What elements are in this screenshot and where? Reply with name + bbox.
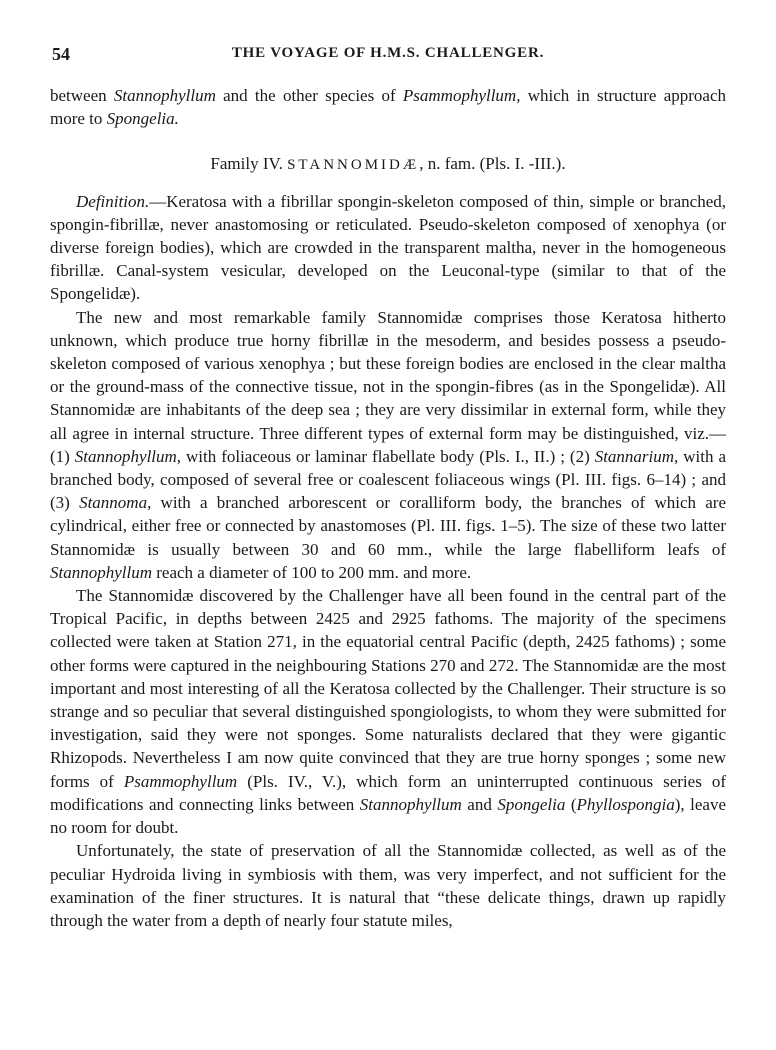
page-number: 54 <box>52 44 70 64</box>
text-run: reach a diameter of 100 to 200 mm. and more. <box>152 562 472 582</box>
text-run: ( <box>565 794 577 814</box>
genus-name: Stannoma, <box>79 493 152 513</box>
text-run: with foliaceous or laminar flabellate body (Pls. I., II.) ; (2) <box>181 446 595 466</box>
genus-name: Stannophyllum <box>359 794 462 814</box>
genus-name: Spongelia <box>497 794 566 814</box>
genus-name: Spongelia. <box>106 109 179 129</box>
genus-name: Psammophyllum, <box>402 86 521 105</box>
text-run: between <box>50 86 114 105</box>
definition-text: —Keratosa with a fibrillar spongin-skeleton composed of thin, simple or branched, spongin-fibrillæ, never anastomosing or reticulated. Pseudo-skeleton composed of xenophya (or diverse foreign bodies), which are crowded in the transparent maltha, never in the homogeneous fibrillæ. Canal-system vesicular, developed on the Leuconal-type (similar to that of the Spongelidæ). <box>50 191 726 304</box>
paragraph-definition <box>50 190 726 306</box>
paragraph-intro <box>50 84 726 130</box>
definition-label: Definition. <box>76 191 150 211</box>
body-text <box>50 84 726 932</box>
text-run: (Pls. IV., V.), which form an uninterrupted continuous series of modifications and connecting links between <box>50 771 726 814</box>
family-number: Family IV. <box>210 154 288 174</box>
paragraph-discovered <box>50 584 726 839</box>
text-run: with a branched body, composed of several free or coalescent foliaceous wings (Pl. III. figs. 6–14) ; and (3) <box>50 446 726 513</box>
genus-name: Psammophyllum <box>123 771 238 791</box>
paragraph-new-family <box>50 306 726 584</box>
text-run: ), leave no room for doubt. <box>50 794 727 838</box>
family-heading <box>50 152 726 177</box>
text-run: The Stannomidæ discovered by the Challenger have all been found in the central part of the Tropical Pacific, in depths between 2425 and 2925 fathoms. The majority of the specimens collected were taken at Station 271, in the equatorial central Pacific (depth, 2425 fathoms) ; some other forms were captured in the neighbouring Stations 270 and 272. The Stannomidæ are the most important and most interesting of all the Keratosa collected by the Challenger. Their structure is so strange and so peculiar that several distinguished spongiologists, to whom they were submitted for investigation, said they were not sponges. Some naturalists declared that they were gigantic Rhizopods. Nevertheless I am now quite convinced that they are true horny sponges ; some new forms of <box>50 586 726 791</box>
text-run: Unfortunately, the state of preservation of all the Stannomidæ collected, as well as of the peculiar Hydroida living in symbiosis with them, was very imperfect, and not sufficient for the examination of the finer structures. It is natural that “these delicate things, drawn up rapidly through the water from a depth of nearly four statute miles, <box>50 841 726 930</box>
running-title: THE VOYAGE OF H.M.S. CHALLENGER. <box>231 45 545 61</box>
family-plates: , n. fam. (Pls. I. -III.). <box>419 154 566 174</box>
text-run: and <box>461 794 498 814</box>
text-run: with a branched arborescent or coralliform body, the branches of which are cylindrical, either free or connected by anastomoses (Pl. III. figs. 1–5). The size of these two latter Stannomidæ is usually between 30 and 60 mm., while the large flabelliform leafs of <box>50 493 726 559</box>
paragraph-unfortunately <box>50 839 726 932</box>
genus-name: Stannophyllum <box>113 86 216 105</box>
genus-name: Stannarium, <box>594 446 679 466</box>
genus-name: Phyllospongia <box>576 794 675 814</box>
family-name: STANNOMIDÆ <box>287 157 420 174</box>
genus-name: Stannophyllum, <box>74 446 182 466</box>
genus-name: Stannophyllum <box>50 562 152 582</box>
text-run: and the other species of <box>215 86 403 105</box>
text-run: The new and most remarkable family Stannomidæ comprises those Keratosa hitherto unknown, which produce true horny fibrillæ in the mesoderm, and besides possess a pseudo-skeleton composed of various xenophya ; but these foreign bodies are enclosed in the clear maltha or the ground-mass of the connective tissue, not in the spongin-fibres (as in the Spongelidæ). All Stannomidæ are inhabitants of the deep sea ; they are very dissimilar in external form, while they all agree in internal structure. Three different types of external form may be distinguished, viz.—(1) <box>50 307 726 466</box>
text-run: which in structure approach more to <box>50 86 727 129</box>
page-header <box>50 44 726 70</box>
